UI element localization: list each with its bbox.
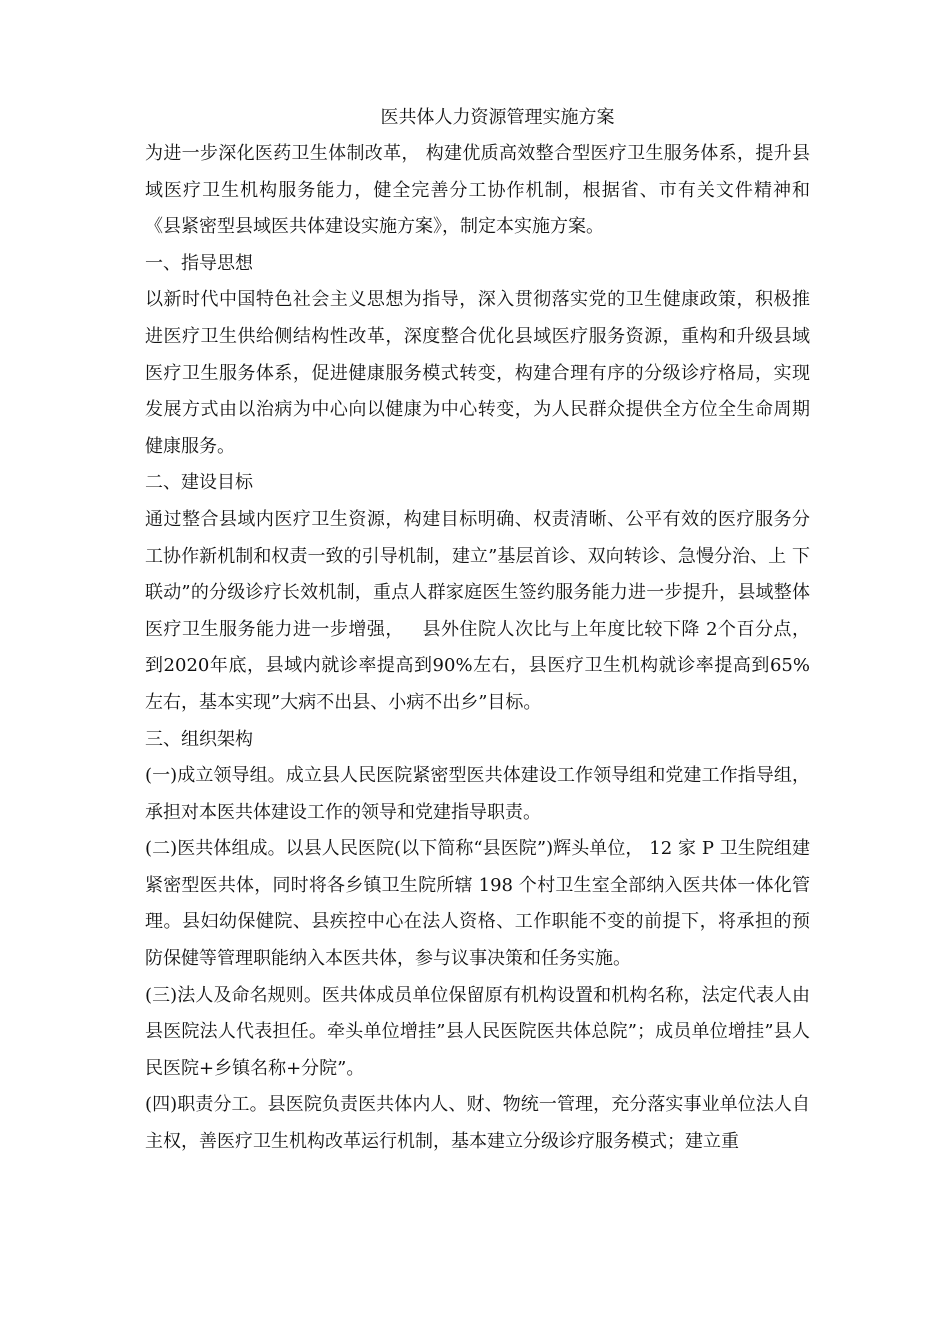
- document-body: [145, 100, 816, 1161]
- intro-paragraph: 为进一步深化医药卫生体制改革， 构建优质高效整合型医疗卫生服务体系，提升县域医疗卫生机构服务能力，健全完善分工协作机制，根据省、市有关文件精神和《县紧密型县域医共体建设实施方案》，制定本实施方案。: [145, 143, 810, 238]
- guiding-ideology-paragraph: 以新时代中国特色社会主义思想为指导，深入贯彻落实党的卫生健康政策，积极推进医疗卫生供给侧结构性改革，深度整合优化县域医疗服务资源，重构和升级县域医疗卫生服务体系，促进健康服务模式转变，构建合理有序的分级诊疗格局，实现发展方式由以治病为中心向以健康为中心转变，为人民群众提供全方位全生命周期健康服务。: [145, 289, 810, 457]
- section-heading-organization: 三、组织架构: [145, 728, 253, 750]
- organization-item-1: (一)成立领导组。成立县人民医院紧密型医共体建设工作领导组和党建工作指导组，承担对本医共体建设工作的领导和党建指导职责。: [145, 765, 810, 823]
- document-title: 医共体人力资源管理实施方案: [380, 107, 615, 128]
- organization-item-4: (四)职责分工。县医院负责医共体内人、财、物统一管理，充分落实事业单位法人自主权，善医疗卫生机构改革运行机制，基本建立分级诊疗服务模式；建立重: [145, 1094, 810, 1153]
- organization-item-3: (三)法人及命名规则。医共体成员单位保留原有机构设置和机构名称，法定代表人由县医院法人代表担任。牵头单位增挂”县人民医院医共体总院”；成员单位增挂”县人民医院+乡镇名称+分院”。: [145, 984, 810, 1079]
- section-heading-guiding-ideology: 一、指导思想: [145, 252, 253, 274]
- organization-item-2: (二)医共体组成。以县人民医院(以下简称“县医院”)辉头单位， 12 家 P 卫生院组建紧密型医共体，同时将各乡镇卫生院所辖 198 个村卫生室全部纳入医共体一体化管理。县妇幼保健院、县疾控中心在法人资格、工作职能不变的前提下，将承担的预防保健等管理职能纳入本医共体，参与议事决策和任务实施。: [145, 838, 810, 970]
- section-heading-goals: 二、建设目标: [145, 472, 253, 494]
- goals-paragraph: 通过整合县域内医疗卫生资源，构建目标明确、权责清晰、公平有效的医疗服务分工协作新机制和权责一致的引导机制，建立”基层首诊、双向转诊、急慢分治、上 下联动”的分级诊疗长效机制，重点人群家庭医生签约服务能力进一步提升，县域整体医疗卫生服务能力进一步增强， 县外住院人次比与上年度比较下降 2个百分点， 到2020年底，县域内就诊率提高到90%左右，县医疗卫生机构就诊率提高到65%左右，基本实现”大病不出县、小病不出乡”目标。: [145, 508, 816, 713]
